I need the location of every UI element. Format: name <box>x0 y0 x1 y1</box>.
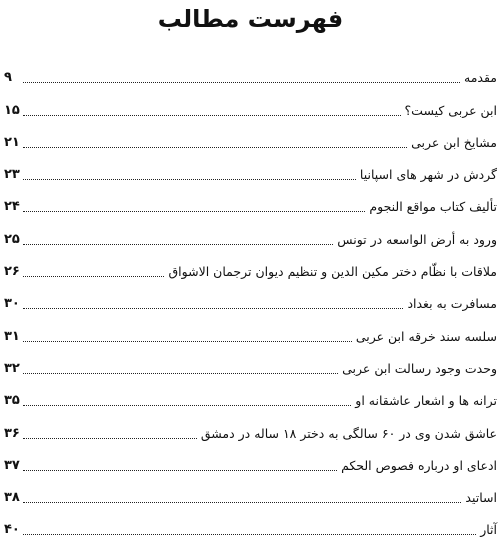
toc-entry-page-number: ۲۶ <box>4 264 20 280</box>
toc-entry-page-number: ۳۶ <box>4 425 20 441</box>
toc-entry <box>4 90 497 122</box>
toc-entry-title: سلسه سند خرقه ابن عربی <box>355 328 497 344</box>
toc-entry-title: وحدت وجود رسالت ابن عربی <box>342 360 497 376</box>
toc-entry-page-number: ۱۵ <box>4 102 20 118</box>
toc-entry-page-number: ۲۳ <box>4 167 20 183</box>
dot-leader <box>23 178 356 180</box>
toc-entry <box>4 187 497 219</box>
toc-entry <box>4 413 497 445</box>
toc-entry-page-number: ۳۵ <box>4 393 20 409</box>
toc-entry-title: مسافرت به بغداد <box>407 296 497 312</box>
toc-entry-title: آثار <box>480 522 497 538</box>
toc-entry-page-number: ۲۴ <box>4 199 20 215</box>
toc-entry <box>4 123 497 155</box>
toc-entry <box>4 58 497 90</box>
toc-entry <box>4 252 497 284</box>
dot-leader <box>23 146 407 148</box>
toc-entry <box>4 381 497 413</box>
toc-entry-page-number: ۳۱ <box>4 328 20 344</box>
toc-entry <box>4 155 497 187</box>
toc-entry-title: اساتید <box>465 490 497 506</box>
dot-leader <box>23 404 351 406</box>
toc-entry-page-number: ۳۸ <box>4 490 20 506</box>
toc-entry <box>4 478 497 510</box>
dot-leader <box>23 437 197 439</box>
toc-entry-title: مقدمه <box>464 70 497 86</box>
toc-entry-title: تألیف کتاب مواقع النجوم <box>369 199 497 215</box>
toc-entry <box>4 219 497 251</box>
toc-entry-title: عاشق شدن وی در ۶۰ سالگی به دختر ۱۸ ساله در دمشق <box>200 425 497 441</box>
dot-leader <box>23 210 365 212</box>
toc-entry <box>4 510 497 542</box>
toc-entry-page-number: ۲۵ <box>4 231 20 247</box>
toc-entry-title: مشایخ ابن عربی <box>411 134 497 150</box>
toc-entry-title: ابن عربی کیست؟ <box>404 102 497 118</box>
toc-entry <box>4 284 497 316</box>
dot-leader <box>23 469 337 471</box>
dot-leader <box>23 533 476 535</box>
dot-leader <box>23 372 338 374</box>
toc-entry <box>4 316 497 348</box>
toc-entry <box>4 349 497 381</box>
toc-entry-page-number: ۴۰ <box>4 522 20 538</box>
toc-entry-title: ملاقات با نظّام دختر مکین الدین و تنظیم دیوان ترجمان الاشواق <box>168 264 497 280</box>
toc-entry-page-number: ۳۰ <box>4 296 20 312</box>
dot-leader <box>23 307 403 309</box>
table-of-contents <box>4 58 497 542</box>
toc-entry <box>4 446 497 478</box>
toc-entry-title: ورود به أرض الواسعه در تونس <box>337 231 497 247</box>
dot-leader <box>23 243 333 245</box>
dot-leader <box>23 114 401 116</box>
toc-entry-page-number: ۲۱ <box>4 134 20 150</box>
toc-entry-page-number: ۹ <box>4 70 12 86</box>
toc-entry-title: ادعای او درباره فصوص الحکم <box>341 457 497 473</box>
dot-leader <box>23 501 461 503</box>
dot-leader <box>23 81 460 83</box>
page-title: فهرست مطالب <box>157 5 344 33</box>
toc-entry-page-number: ۳۷ <box>4 457 20 473</box>
dot-leader <box>23 275 164 277</box>
dot-leader <box>23 340 352 342</box>
toc-entry-title: ترانه ها و اشعار عاشقانه او <box>355 393 497 409</box>
toc-entry-page-number: ۳۲ <box>4 360 20 376</box>
toc-entry-title: گردش در شهر های اسپانیا <box>359 167 497 183</box>
